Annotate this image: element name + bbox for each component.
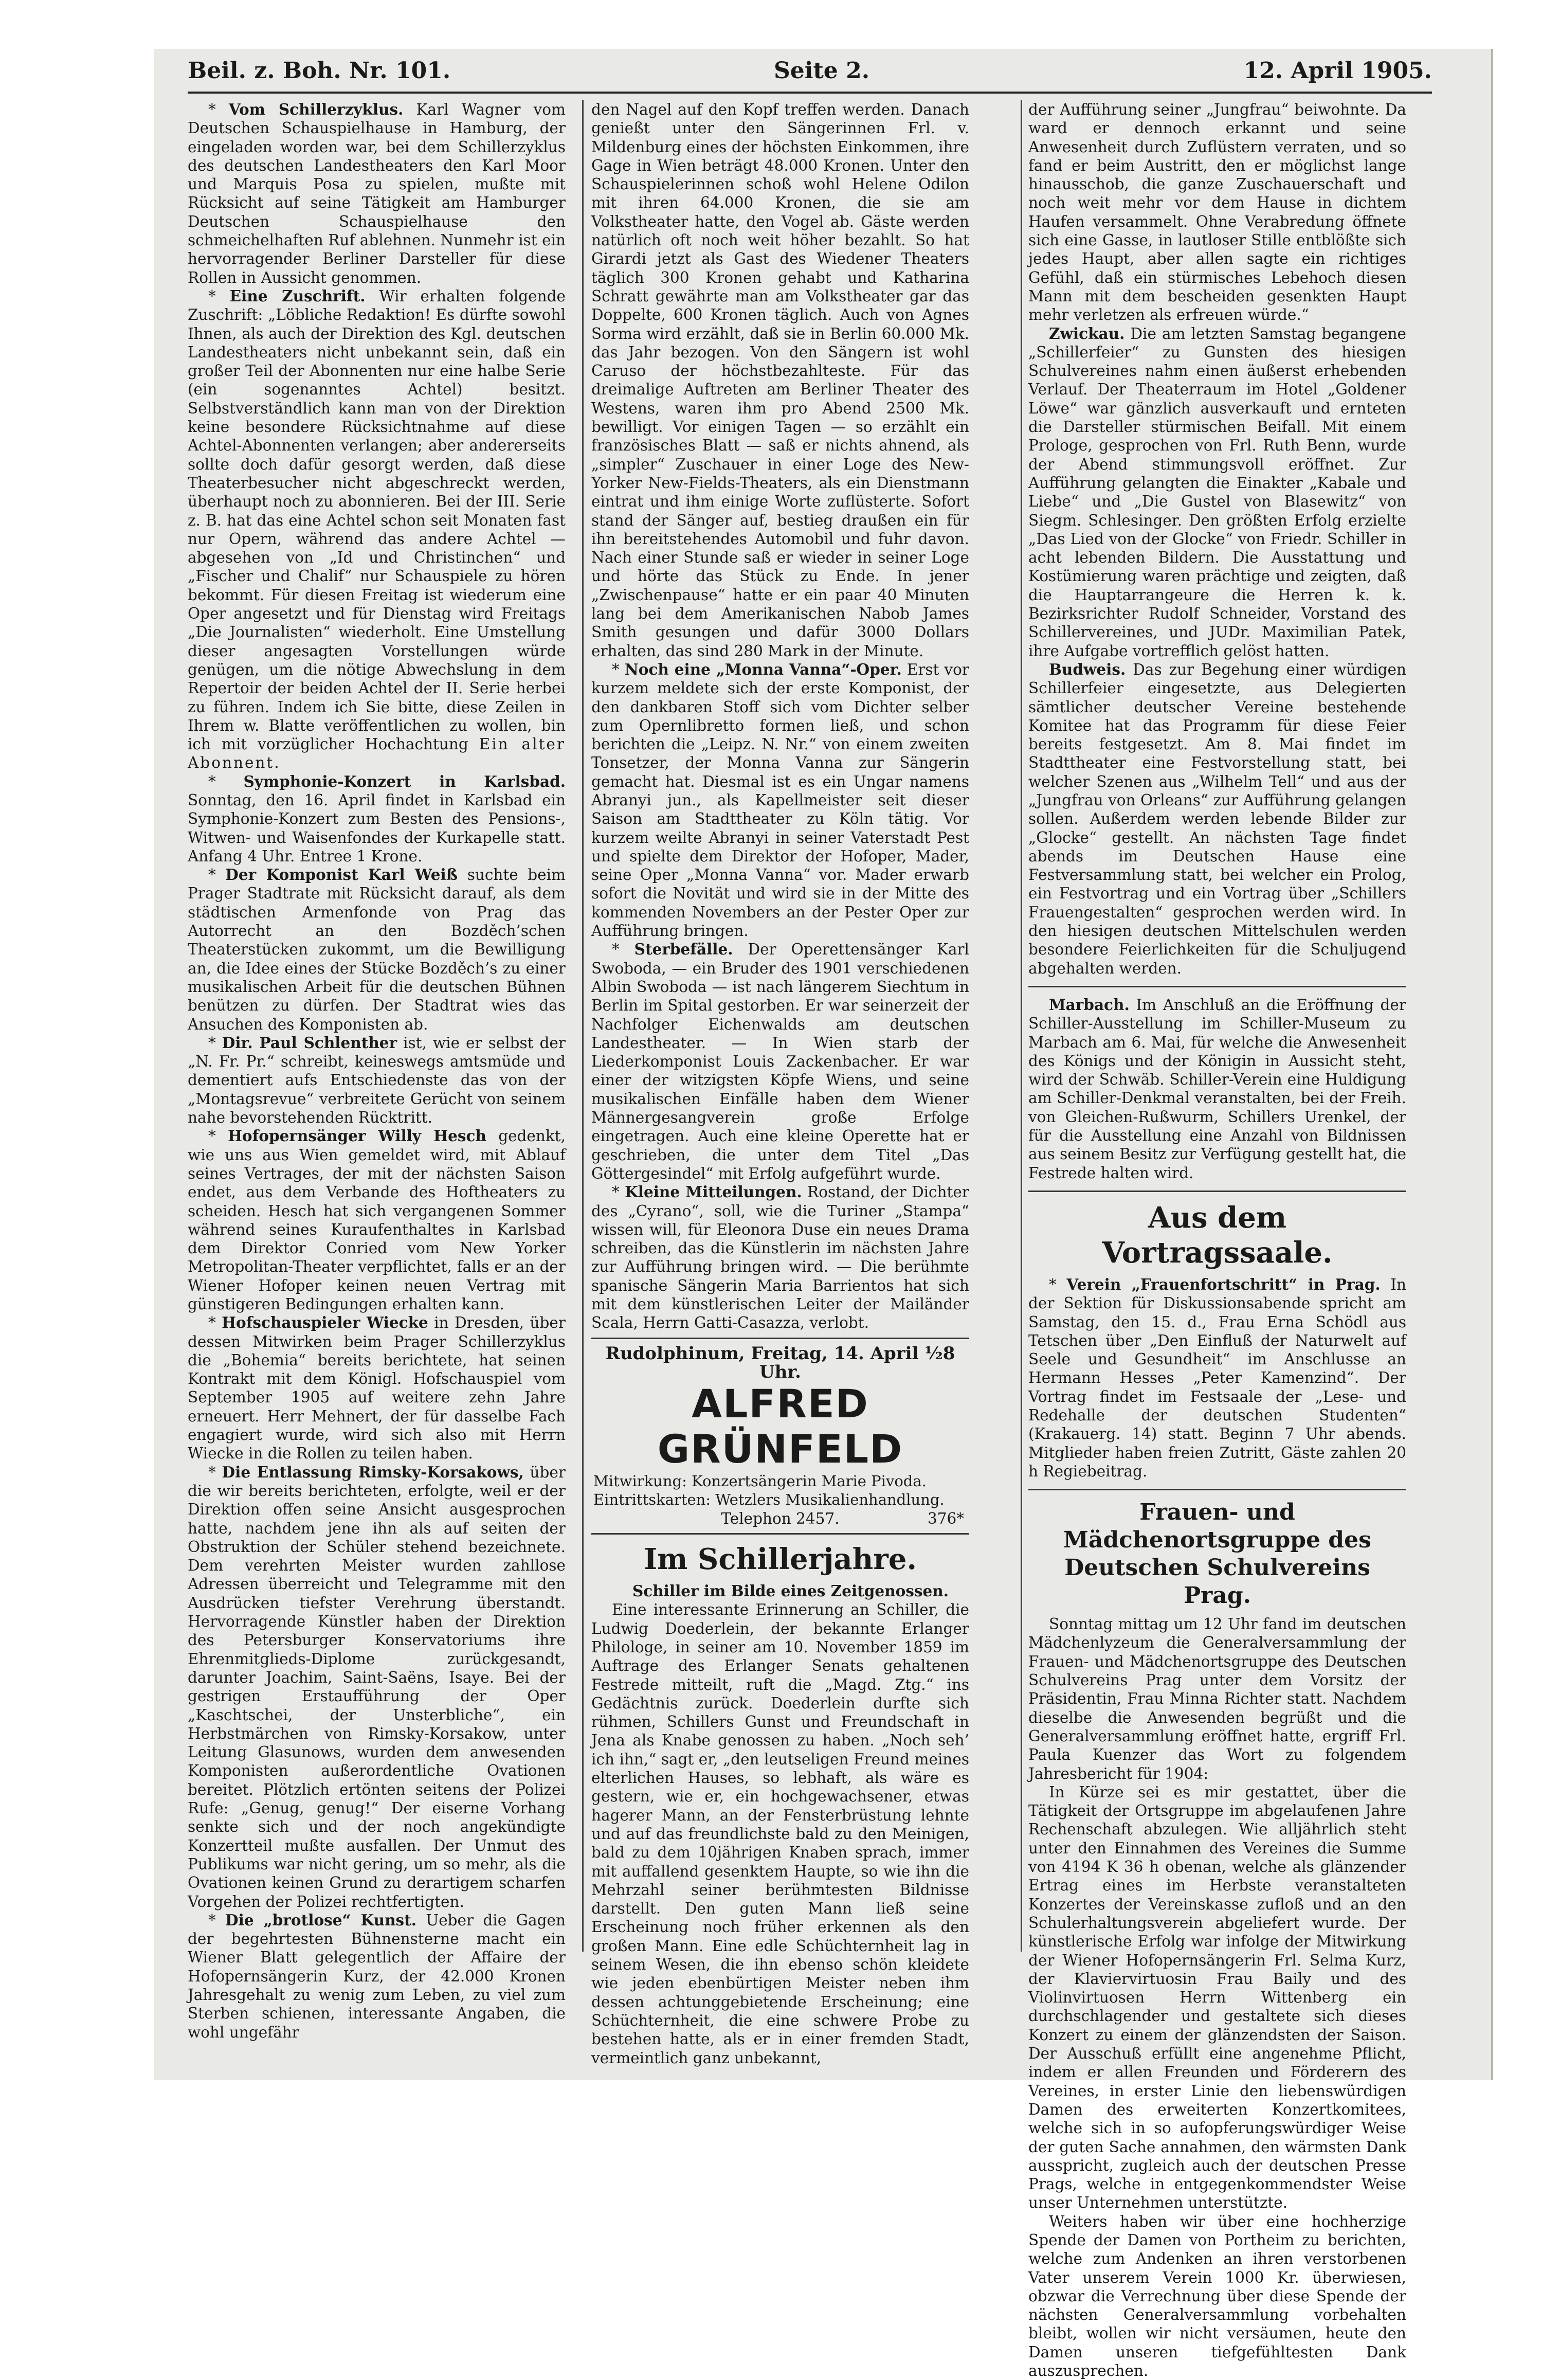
- article-wiecke: * Hofschauspieler Wiecke in Dresden, über dessen Mitwirken beim Prager Schillerzyklus die „Bohemia“ bereits berichtete, hat seinen Kontrakt mit dem Königl. Hofschauspiel vom September 1905 auf weitere zehn Jahre erneuert. Herr Mehnert, der für dasselbe Fach engagiert wurde, wird sich also mit Herrn Wiecke in die Rollen zu teilen haben.: [188, 1313, 566, 1463]
- column-divider-2: [1021, 100, 1022, 1952]
- ad-tickets: Eintrittskarten: Wetzlers Musikalienhandlung.: [593, 1491, 945, 1509]
- article-sterbefaelle: * Sterbefälle. Der Operettensänger Karl Swoboda, — ein Bruder des 1901 verschiedenen Albin Swoboda — ist nach längerem Siechtum in Berlin im Spital gestorben. Er war seinerzeit der Nachfolger Eichenwalds am deutschen Landestheater. — In Wien starb der Liederkomponist Louis Zackenbacher. Er war einer der witzigsten Köpfe Wiens, und seine musikalischen Einfälle haben dem Wiener Männergesangverein große Erfolge eingetragen. Auch eine kleine Operette hat er geschrieben, die unter dem Titel „Das Göttergesindel“ mit Erfolg aufgeführt wurde.: [591, 940, 969, 1182]
- header-rule: [188, 92, 1432, 94]
- column-1: [188, 100, 566, 2041]
- article-heading: Eine Zuschrift.: [229, 286, 366, 305]
- article-heading: Hofschauspieler Wiecke: [222, 1313, 428, 1332]
- article-symphonie-konzert: * Symphonie-Konzert in Karlsbad. Sonntag, den 16. April findet in Karlsbad ein Symphonie-Konzert zum Besten des Pensions-, Witwen- und Waisenfondes der Kurkapelle statt. Anfang 4 Uhr. Entree 1 Krone.: [188, 772, 566, 865]
- section-rule: [1028, 986, 1406, 987]
- header-date: 12. April 1905.: [1243, 58, 1432, 84]
- article-text: gedenkt, wie uns aus Wien gemeldet wird, mit Ablauf seines Vertrages, der mit der nächsten Saison endet, aus dem Verbande des Hoftheaters zu scheiden. Hesch hat sich vergangenen Sommer während seines Kuraufenthaltes in Karlsbad dem Direktor Conried vom New Yorker Metropolitan-Theater verpflichtet, falls er an der Wiener Hofoper keinen neuen Vertrag mit günstigeren Bedingungen erhalten kann.: [188, 1127, 566, 1313]
- ad-performer-name: ALFRED GRÜNFELD: [657, 1381, 903, 1472]
- ad-code: 376*: [927, 1509, 964, 1527]
- article-text: über die wir bereits berichteten, erfolgte, weil er der Direktion offen seine Ansicht ausgesprochen hatte, nachdem jene ihn als auf seiten der Obstruktion der Schüler stehend bezeichnete. Dem verehrten Meister wurden zahllose Adressen überreicht und Telegramme mit den Ausdrücken tiefster Verehrung überstandt. Hervorragende Künstler haben der Direktion des Petersburger Konservatoriums ihre Ehrenmitglieds-Diplome zurückgesandt, darunter Joachim, Saint-Saëns, Isaye. Bei der gestrigen Erstaufführung der Oper „Kaschtschei, der Unsterbliche“, ein Herbstmärchen von Rimsky-Korsakow, unter Leitung Glasunows, wurden dem anwesenden Komponisten außerordentliche Ovationen bereitet. Plötzlich ertönten seitens der Polizei Rufe: „Genug, genug!“ Der eiserne Vorhang senkte sich und der noch angekündigte Konzertteil mußte ausfallen. Der Unmut des Publikums war nicht gering, um so mehr, als die Ovationen keinen Grund zu derartigem scharfen Vorgehen der Polizei rechtfertigten.: [188, 1463, 566, 1910]
- section-title-vortragssaal: Aus dem Vortragssaale.: [1102, 1200, 1333, 1270]
- article-zwickau: [1028, 324, 1406, 660]
- article-monna-vanna: * Noch eine „Monna Vanna“-Oper. Erst vor kurzem meldete sich der erste Komponist, der den dankbaren Stoff sich vom Dichter selber zum Opernlibretto formen ließ, und schon berichten die „Leipz. N. Nr.“ von einem zweiten Tonsetzer, der Monna Vanna zur Sängerin gemacht hat. Diesmal ist es ein Ungar namens Abranyi jun., als Kapellmeister seit dieser Saison am Stadttheater zu Köln tätig. Vor kurzem weilte Abranyi in seiner Vaterstadt Pest und spielte dem Direktor der Hofoper, Mader, seine Oper „Monna Vanna“ vor. Mader erwarb sofort die Novität und wird sie in der Mitte des kommenden Novembers an der Pester Oper zur Aufführung bringen.: [591, 660, 969, 940]
- subsection-title: Schiller im Bilde eines Zeitgenossen.: [632, 1582, 949, 1600]
- article-spende: Weiters haben wir über eine hochherzige Spende der Damen von Portheim zu berichten, welche zum Andenken an ihren verstorbenen Vater unserem Verein 1000 Kr. überwiesen, obzwar die Verrechnung über diese Spende der nächsten Generalversammlung vorbehalten bleibt, wollen wir nicht versäumen, heute den Damen unseren tiefgefühltesten Dank auszusprechen.: [1028, 2212, 1406, 2380]
- article-text: Die am letzten Samstag begangene „Schillerfeier“ zu Gunsten des hiesigen Schulvereines nahm einen äußerst erhebenden Verlauf. Der Theaterraum im Hotel „Goldener Löwe“ war gänzlich ausverkauft und ernteten die Darsteller stürmischen Beifall. Mit einem Prologe, gesprochen von Frl. Ruth Benn, wurde der Abend stimmungsvoll eröffnet. Zur Aufführung gelangten die Einakter „Kabale und Liebe“ und „Die Gustel von Blasewitz“ von Siegm. Schlesinger. Den größten Erfolg erzielte „Das Lied von der Glocke“ von Friedr. Schiller in acht lebenden Bildern. Die Ausstattung und Kostümierung waren prächtige und zeigten, daß die Hauptarrangeure die Herren k. k. Bezirksrichter Rudolf Schneider, Vorstand des Schillervereines, und JUDr. Maximilian Patek, ihre Aufgabe vortrefflich gelöst hatten.: [1028, 324, 1406, 660]
- article-generalversammlung: Sonntag mittag um 12 Uhr fand im deutschen Mädchenlyzeum die Generalversammlung der Frauen- und Mädchenortsgruppe des Deutschen Schulvereins Prag unter dem Vorsitz der Präsidentin, Frau Minna Richter statt. Nachdem dieselbe die Anwesenden begrüßt und die Generalversammlung eröffnet hatte, ergriff Frl. Paula Kuenzer das Wort zu folgendem Jahresbericht für 1904:: [1028, 1615, 1406, 1782]
- article-heading: Marbach.: [1049, 995, 1130, 1014]
- article-frauenfortschritt: * Verein „Frauenfortschritt“ in Prag. In der Sektion für Diskussionsabende spricht am Samstag, den 15. d., Frau Erna Schödl aus Tetschen über „Den Einfluß der Naturwelt auf Seele und Gesundheit“ im Anschlusse an Hermann Hesses „Peter Kamenzind“. Der Vortrag findet im Festsaale der „Lese- und Redehalle der deutschen Studenten“ (Krakauerg. 14) statt. Beginn 7 Uhr abends. Mitglieder haben freien Zutritt, Gäste zahlen 20 h Regiebeitrag.: [1028, 1275, 1406, 1480]
- article-text: Ueber die Gagen der begehrtesten Bühnensterne macht ein Wiener Blatt gelegentlich der Affaire der Hofopernsängerin Kurz, der 42.000 Kronen Jahresgehalt zu wenig zum Leben, zu viel zum Sterben schienen, interessante Angaben, die wohl ungefähr: [188, 1911, 566, 2041]
- article-hesch: * Hofopernsänger Willy Hesch gedenkt, wie uns aus Wien gemeldet wird, mit Ablauf seines Vertrages, der mit der nächsten Saison endet, aus dem Verbande des Hoftheaters zu scheiden. Hesch hat sich vergangenen Sommer während seines Kuraufenthaltes in Karlsbad dem Direktor Conried vom New Yorker Metropolitan-Theater verpflichtet, falls er an der Wiener Hofoper keinen neuen Vertrag mit günstigeren Bedingungen erhalten kann.: [188, 1127, 566, 1313]
- article-text: Sonntag, den 16. April findet in Karlsbad ein Symphonie-Konzert zum Besten des Pensions-, Witwen- und Waisenfondes der Kurkapelle statt. Anfang 4 Uhr. Entree 1 Krone.: [188, 791, 566, 865]
- article-schiller-zeitgenosse-cont: der Aufführung seiner „Jungfrau“ beiwohnte. Da ward er dennoch erkannt und seine Anwesenheit durch Zuflüstern verraten, und so fand er beim Austritt, den er möglichst lange hinausschob, die ganze Zuschauerschaft und noch weit mehr vor dem Hause in dichtem Haufen versammelt. Ohne Verabredung öffnete sich eine Gasse, in lautloser Stille entblößte sich jedes Haupt, aber allen sagte ein richtiges Gefühl, daß ein stürmisches Lebehoch diesen Mann mit dem bescheiden gesenkten Haupt mehr verletzen als erfreuen würde.“: [1028, 101, 1406, 324]
- header-page-number: Seite 2.: [774, 58, 870, 84]
- article-heading: Vom Schillerzyklus.: [228, 100, 404, 118]
- column-3: [1028, 100, 1406, 2380]
- article-heading: Verein „Frauenfortschritt“ in Prag.: [1066, 1275, 1381, 1293]
- article-heading: Sterbefälle.: [634, 940, 733, 959]
- column-divider-1: [582, 100, 584, 1952]
- article-text: Rostand, der Dichter des „Cyrano“, soll, wie die Turiner „Stampa“ wissen will, für Eleonora Duse ein neues Drama schreiben, das die Künstlerin im nächsten Jahre zur Aufführung bringen wird. — Die berühmte spanische Sängerin Maria Barrientos hat sich mit dem künstlerischen Leiter der Mailänder Scala, Herrn Gatti-Casazza, verlobt.: [591, 1183, 969, 1332]
- article-heading: Die „brotlose“ Kunst.: [225, 1910, 417, 1929]
- article-text: Im Anschluß an die Eröffnung der Schiller-Ausstellung im Schiller-Museum zu Marbach am 6. Mai, für welche die Anwesenheit des Königs und der Königin in Aussicht steht, wird der Schwäb. Schiller-Verein eine Huldigung am Schiller-Denkmal veranstalten, bei der Freih. von Gleichen-Rußwurm, Schillers Urenkel, der für die Ausstellung eine Anzahl von Bildnissen aus seinem Besitz zur Verfügung gestellt hat, die Festrede halten wird.: [1028, 996, 1406, 1182]
- article-schlenther: * Dir. Paul Schlenther ist, wie er selbst der „N. Fr. Pr.“ schreibt, keineswegs amtsmüde und dementiert aufs Entschiedenste das von der „Montagsrevue“ verbreitete Gerücht von seinem nahe bevorstehenden Rücktritt.: [188, 1033, 566, 1127]
- article-text: Erst vor kurzem meldete sich der erste Komponist, der den dankbaren Stoff sich vom Dichter selber zum Opernlibretto formen ließ, und schon berichten die „Leipz. N. Nr.“ von einem zweiten Tonsetzer, der Monna Vanna zur Sängerin gemacht hat. Diesmal ist es ein Ungar namens Abranyi jun., als Kapellmeister seit dieser Saison am Stadttheater zu Köln tätig. Vor kurzem weilte Abranyi in seiner Vaterstadt Pest und spielte dem Direktor der Hofoper, Mader, seine Oper „Monna Vanna“ vor. Mader erwarb sofort die Novität und wird sie in der Mitte des kommenden Novembers an der Pester Oper zur Aufführung bringen.: [591, 660, 969, 940]
- article-text: suchte beim Prager Stadtrate mit Rücksicht darauf, als dem städtischen Armenfonde von Prag das Autorrecht an den Bozděch’schen Theaterstücken zukommt, um die Bewilligung an, die Idee eines der Stücke Bozděch’s zu einer musikalischen Arbeit für die deutschen Bühnen benützen zu dürfen. Der Stadtrat wies das Ansuchen des Komponisten ab.: [188, 866, 566, 1033]
- article-brotlose-kunst: * Die „brotlose“ Kunst. Ueber die Gagen der begehrtesten Bühnensterne macht ein Wiener Blatt gelegentlich der Affaire der Hofopernsängerin Kurz, der 42.000 Kronen Jahresgehalt zu wenig zum Leben, zu viel zum Sterben schienen, interessante Angaben, die wohl ungefähr: [188, 1910, 566, 2041]
- article-heading: Dir. Paul Schlenther: [222, 1033, 397, 1052]
- column-2: [591, 100, 969, 2067]
- article-text: Das zur Begehung einer würdigen Schillerfeier eingesetzte, aus Delegierten sämtlicher deutscher Vereine bestehende Komitee hat das Programm für diese Feier bereits festgesetzt. Am 8. Mai findet im Stadttheater eine Festvorstellung statt, bei welcher Szenen aus „Wilhelm Tell“ und aus der „Jungfrau von Orleans“ zur Aufführung gelangen sollen. Außerdem werden lebende Bilder zur „Glocke“ gestellt. An nächsten Tage findet abends im Deutschen Hause eine Festversammlung statt, bei welcher ein Prolog, ein Festvortrag und ein Vortrag über „Schillers Frauengestalten“ gesprochen werden wird. In den hiesigen deutschen Mittelschulen werden besondere Feierlichkeiten für die Schuljugend abgehalten werden.: [1028, 660, 1406, 977]
- ad-venue-date: Rudolphinum, Freitag, 14. April ½8 Uhr.: [605, 1343, 955, 1382]
- article-heading: Noch eine „Monna Vanna“-Oper.: [624, 660, 902, 678]
- article-heading: Zwickau.: [1049, 324, 1125, 342]
- article-heading: Symphonie-Konzert in Karlsbad.: [243, 772, 566, 790]
- article-jahresbericht: In Kürze sei es mir gestattet, über die Tätigkeit der Ortsgruppe im abgelaufenen Jahre Rechenschaft abzulegen. Wie alljährlich steht unter den Einnahmen des Vereines die Summe von 4194 K 36 h obenan, welche als glänzender Ertrag eines im Herbste veranstalteten Konzertes der Vereinskasse zufloß und an den Schulerhaltungsverein abgeliefert wurde. Der künstlerische Erfolg war infolge der Mitwirkung der Wiener Hofopernsängerin Frl. Selma Kurz, der Klaviervirtuosin Frau Baily und des Violinvirtuosen Herrn Wittenberg ein durchschlagender und gestaltete sich dieses Konzert zu einem der glänzendsten der Saison. Der Ausschuß erfüllt eine angenehme Pflicht, indem er allen Freunden und Förderern des Vereines, in erster Linie den liebenswürdigen Damen des erweiterten Konzertkomitees, welche sich in so aufopferungswürdiger Weise der guten Sache annahmen, den wärmsten Dank ausspricht, zugleich auch der deutschen Presse Prags, welche in entgegenkommendster Weise unser Unternehmen unterstützte.: [1028, 1783, 1406, 2212]
- article-heading: Hofopernsänger Willy Hesch: [228, 1127, 486, 1145]
- article-kleine-mitteilungen: * Kleine Mitteilungen. Rostand, der Dichter des „Cyrano“, soll, wie die Turiner „Stampa“ wissen will, für Eleonora Duse ein neues Drama schreiben, das die Künstlerin im nächsten Jahre zur Aufführung bringen wird. — Die berühmte spanische Sängerin Maria Barrientos hat sich mit dem künstlerischen Leiter der Mailänder Scala, Herrn Gatti-Casazza, verlobt.: [591, 1183, 969, 1332]
- article-schiller-zeitgenosse: Eine interessante Erinnerung an Schiller, die Ludwig Doederlein, der bekannte Erlanger Philologe, in seiner am 10. November 1859 im Auftrage des Erlanger Senats gehaltenen Festrede mitteilt, ruft die „Magd. Ztg.“ ins Gedächtnis zurück. Doederlein durfte sich rühmen, Schillers Gunst und Freundschaft in Jena als Knabe genossen zu haben. „Noch seh’ ich ihn,“ sagt er, „den leutseligen Freund meines elterlichen Hauses, so lebhaft, als wäre es gestern, wie er, ein hochgewachsener, etwas hagerer Mann, an der Fensterbrüstung lehnte und auf das freundlichste bald zu den Meinigen, bald zu dem 10jährigen Knaben sprach, immer mit auffallend gesenktem Haupte, so wie ihn die Mehrzahl seiner berühmtesten Bildnisse darstellt. Den guten Mann ließ seine Erscheinung noch früher erkennen als den großen Mann. Eine edle Schüchternheit lag in seinem Wesen, die ihn ebenso schön kleidete wie jeden ebenbürtigen Meister neben ihm dessen achtunggebietende Erscheinung; eine Schüchternheit, die eine schwere Probe zu bestehen hatte, als er in einer fremden Stadt, vermeintlich ganz unbekannt,: [591, 1601, 969, 2067]
- section-title-schulverein: Frauen- und Mädchenortsgruppe des Deutschen Schulvereins Prag.: [1063, 1499, 1371, 1609]
- ad-telephone-row: [593, 1509, 967, 1528]
- article-rimsky-korsakow: * Die Entlassung Rimsky-Korsakows, über die wir bereits berichteten, erfolgte, weil er der Direktion offen seine Ansicht ausgesprochen hatte, nachdem jene ihn als auf seiten der Obstruktion der Schüler stehend bezeichnete. Dem verehrten Meister wurden zahllose Adressen überreicht und Telegramme mit den Ausdrücken tiefster Verehrung überstandt. Hervorragende Künstler haben der Direktion des Petersburger Konservatoriums ihre Ehrenmitglieds-Diplome zurückgesandt, darunter Joachim, Saint-Saëns, Isaye. Bei der gestrigen Erstaufführung der Oper „Kaschtschei, der Unsterbliche“, ein Herbstmärchen von Rimsky-Korsakow, unter Leitung Glasunows, wurden dem anwesenden Komponisten außerordentliche Ovationen bereitet. Plötzlich ertönten seitens der Polizei Rufe: „Genug, genug!“ Der eiserne Vorhang senkte sich und der noch angekündigte Konzertteil mußte ausfallen. Der Unmut des Publikums war nicht gering, um so mehr, als die Ovationen keinen Grund zu derartigem scharfen Vorgehen der Polizei rechtfertigten.: [188, 1463, 566, 1910]
- running-header: [188, 58, 1432, 88]
- article-heading: Kleine Mitteilungen.: [625, 1183, 802, 1201]
- article-text: Wir erhalten folgende Zuschrift: „Löbliche Redaktion! Es dürfte sowohl Ihnen, als auch der Direktion des Kgl. deutschen Landestheaters nicht unbekannt sein, daß ein großer Teil der Abonnenten nur eine halbe Serie (ein sogenanntes Achtel) besitzt. Selbstverständlich kann man von der Direktion keine besondere Rücksichtnahme auf diese Achtel-Abonnenten verlangen; aber andererseits sollte doch dafür gesorgt werden, daß diese Theaterbesucher nicht abgeschreckt werden, überhaupt noch zu abonnieren. Bei der III. Serie z. B. hat das eine Achtel schon seit Monaten fast nur Opern, während das andere Achtel — abgesehen von „Id und Christinchen“ und „Fischer und Chalif“ nur Schauspiele zu hören bekommt. Für diesen Freitag ist wiederum eine Oper angesetzt und für Dienstag wird Freitags „Die Journalisten“ wiederholt. Eine Umstellung dieser angesagten Vorstellungen würde genügen, um die nötige Abwechslung in dem Repertoir der beiden Achtel der II. Serie herbei zu führen. Indem ich Sie bitte, diese Zeilen in Ihrem w. Blatte veröffentlichen zu wollen, bin ich mit vorzüglicher Hochachtung: [188, 287, 566, 753]
- article-text: In der Sektion für Diskussionsabende spricht am Samstag, den 15. d., Frau Erna Schödl aus Tetschen über „Den Einfluß der Naturwelt auf Seele und Gesundheit“ im Anschlusse an Hermann Hesses „Peter Kamenzind“. Der Vortrag findet im Festsaale der „Lese- und Redehalle der deutschen Studenten“ (Krakauerg. 14) statt. Beginn 7 Uhr abends. Mitglieder haben freien Zutritt, Gäste zahlen 20 h Regiebeitrag.: [1028, 1275, 1406, 1480]
- letter-signature: Ein alter Abonnent.: [188, 735, 566, 772]
- article-zuschrift: * Eine Zuschrift. Wir erhalten folgende Zuschrift: „Löbliche Redaktion! Es dürfte sowohl Ihnen, als auch der Direktion des Kgl. deutschen Landestheaters nicht unbekannt sein, daß ein großer Teil der Abonnenten nur eine halbe Serie (ein sogenanntes Achtel) besitzt. Selbstverständlich kann man von der Direktion keine besondere Rücksichtnahme auf diese Achtel-Abonnenten verlangen; aber andererseits sollte doch dafür gesorgt werden, daß diese Theaterbesucher nicht abgeschreckt werden, überhaupt noch zu abonnieren. Bei der III. Serie z. B. hat das eine Achtel schon seit Monaten fast nur Opern, während das andere Achtel — abgesehen von „Id und Christinchen“ und „Fischer und Chalif“ nur Schauspiele zu hören bekommt. Für diesen Freitag ist wiederum eine Oper angesetzt und für Dienstag wird Freitags „Die Journalisten“ wiederholt. Eine Umstellung dieser angesagten Vorstellungen würde genügen, um die nötige Abwechslung in dem Repertoir der beiden Achtel der II. Serie herbei zu führen. Indem ich Sie bitte, diese Zeilen in Ihrem w. Blatte veröffentlichen zu wollen, bin ich mit vorzüglicher Hochachtung Ein alter Abonnent.: [188, 286, 566, 772]
- section-rule: [1028, 1489, 1406, 1490]
- article-budweis: [1028, 660, 1406, 978]
- article-heading: Der Komponist Karl Weiß: [225, 866, 458, 884]
- article-heading: Die Entlassung Rimsky-Korsakows,: [222, 1463, 524, 1481]
- article-brotlose-kunst-cont: den Nagel auf den Kopf treffen werden. Danach genießt unter den Sängerinnen Frl. v. Mildenburg eines der höchsten Einkommen, ihre Gage in Wien beträgt 48.000 Kronen. Unter den Schauspielerinnen schoß wohl Helene Odilon mit ihren 64.000 Kronen, die sie am Volkstheater hatte, den Vogel ab. Gäste werden natürlich oft noch weit höher bezahlt. So hat Girardi jetzt als Gast des Wiedener Theaters täglich 300 Kronen gehabt und Katharina Schratt gewährte man am Volkstheater gar das Doppelte, 600 Kronen täglich. Auch von Agnes Sorma wird erzählt, daß sie in Berlin 60.000 Mk. das Jahr bezogen. Von den Sängern ist wohl Caruso der höchstbezahlteste. Für das dreimalige Auftreten am Berliner Theater des Westens, waren ihm pro Abend 2500 Mk. bewilligt. Vor einigen Tagen — so erzählt ein französisches Blatt — saß er nichts ahnend, als „simpler“ Zuschauer in einer Loge des New-Yorker New-Fields-Theaters, als ein Dienstmann eintrat und ihm einige Worte zuflüsterte. Sofort stand der Sänger auf, bestieg draußen ein für ihn bereitstehendes Automobil und fuhr davon. Nach einer Stunde saß er wieder in seiner Loge und hörte das Stück zu Ende. In jener „Zwischenpause“ hatte er ein paar 40 Minuten lang bei dem Amerikanischen Nabob James Smith gesungen und dafür 3000 Dollars erhalten, das sind 280 Mark in der Minute.: [591, 101, 969, 660]
- article-schillerzyklus: * Vom Schillerzyklus. Karl Wagner vom Deutschen Schauspielhause in Hamburg, der eingeladen worden war, bei dem Schillerzyklus des deutschen Landestheaters den Karl Moor und Marquis Posa zu spielen, mußte mit Rücksicht auf seine Tätigkeit am Hamburger Deutschen Schauspielhause den schmeichelhaften Ruf ablehnen. Nunmehr ist ein hervorragender Berliner Darsteller für diese Rollen in Aussicht genommen.: [188, 100, 566, 286]
- article-text: in Dresden, über dessen Mitwirken beim Prager Schillerzyklus die „Bohemia“ bereits berichtete, hat seinen Kontrakt mit dem Königl. Hofschauspiel vom September 1905 auf weitere zehn Jahre erneuert. Herr Mehnert, der für dasselbe Fach engagiert wurde, wird sich also mit Herrn Wiecke in die Rollen zu teilen haben.: [188, 1314, 566, 1463]
- ad-telephone: Telephon 2457.: [721, 1509, 840, 1527]
- article-text: Karl Wagner vom Deutschen Schauspielhause in Hamburg, der eingeladen worden war, bei dem Schillerzyklus des deutschen Landestheaters den Karl Moor und Marquis Posa zu spielen, mußte mit Rücksicht auf seine Tätigkeit am Hamburger Deutschen Schauspielhause den schmeichelhaften Ruf ablehnen. Nunmehr ist ein hervorragender Berliner Darsteller für diese Rollen in Aussicht genommen.: [188, 101, 566, 286]
- header-issue: Beil. z. Boh. Nr. 101.: [188, 58, 451, 84]
- concert-advertisement: [591, 1338, 969, 1535]
- ad-participation: Mitwirkung: Konzertsängerin Marie Pivoda.: [593, 1472, 927, 1490]
- section-rule: [1028, 1191, 1406, 1192]
- article-marbach: [1028, 996, 1406, 1182]
- article-text: Der Operettensänger Karl Swoboda, — ein Bruder des 1901 verschiedenen Albin Swoboda — ist nach längerem Siechtum in Berlin im Spital gestorben. Er war seinerzeit der Nachfolger Eichenwalds am deutschen Landestheater. — In Wien starb der Liederkomponist Louis Zackenbacher. Er war einer der witzigsten Köpfe Wiens, und seine musikalischen Einfälle haben dem Wiener Männergesangverein große Erfolge eingetragen. Auch eine kleine Operette hat er geschrieben, die unter dem Titel „Das Göttergesindel“ mit Erfolg aufgeführt wurde.: [591, 941, 969, 1182]
- article-text: ist, wie er selbst der „N. Fr. Pr.“ schreibt, keineswegs amtsmüde und dementiert aufs Entschiedenste das von der „Montagsrevue“ verbreitete Gerücht von seinem nahe bevorstehenden Rücktritt.: [188, 1034, 566, 1127]
- article-karl-weiss: * Der Komponist Karl Weiß suchte beim Prager Stadtrate mit Rücksicht darauf, als dem städtischen Armenfonde von Prag das Autorrecht an den Bozděch’schen Theaterstücken zukommt, um die Bewilligung an, die Idee eines der Stücke Bozděch’s zu einer musikalischen Arbeit für die deutschen Bühnen benützen zu dürfen. Der Stadtrat wies das Ansuchen des Komponisten ab.: [188, 866, 566, 1033]
- section-title-schillerjahr: Im Schillerjahre.: [643, 1542, 917, 1577]
- article-heading: Budweis.: [1049, 660, 1126, 678]
